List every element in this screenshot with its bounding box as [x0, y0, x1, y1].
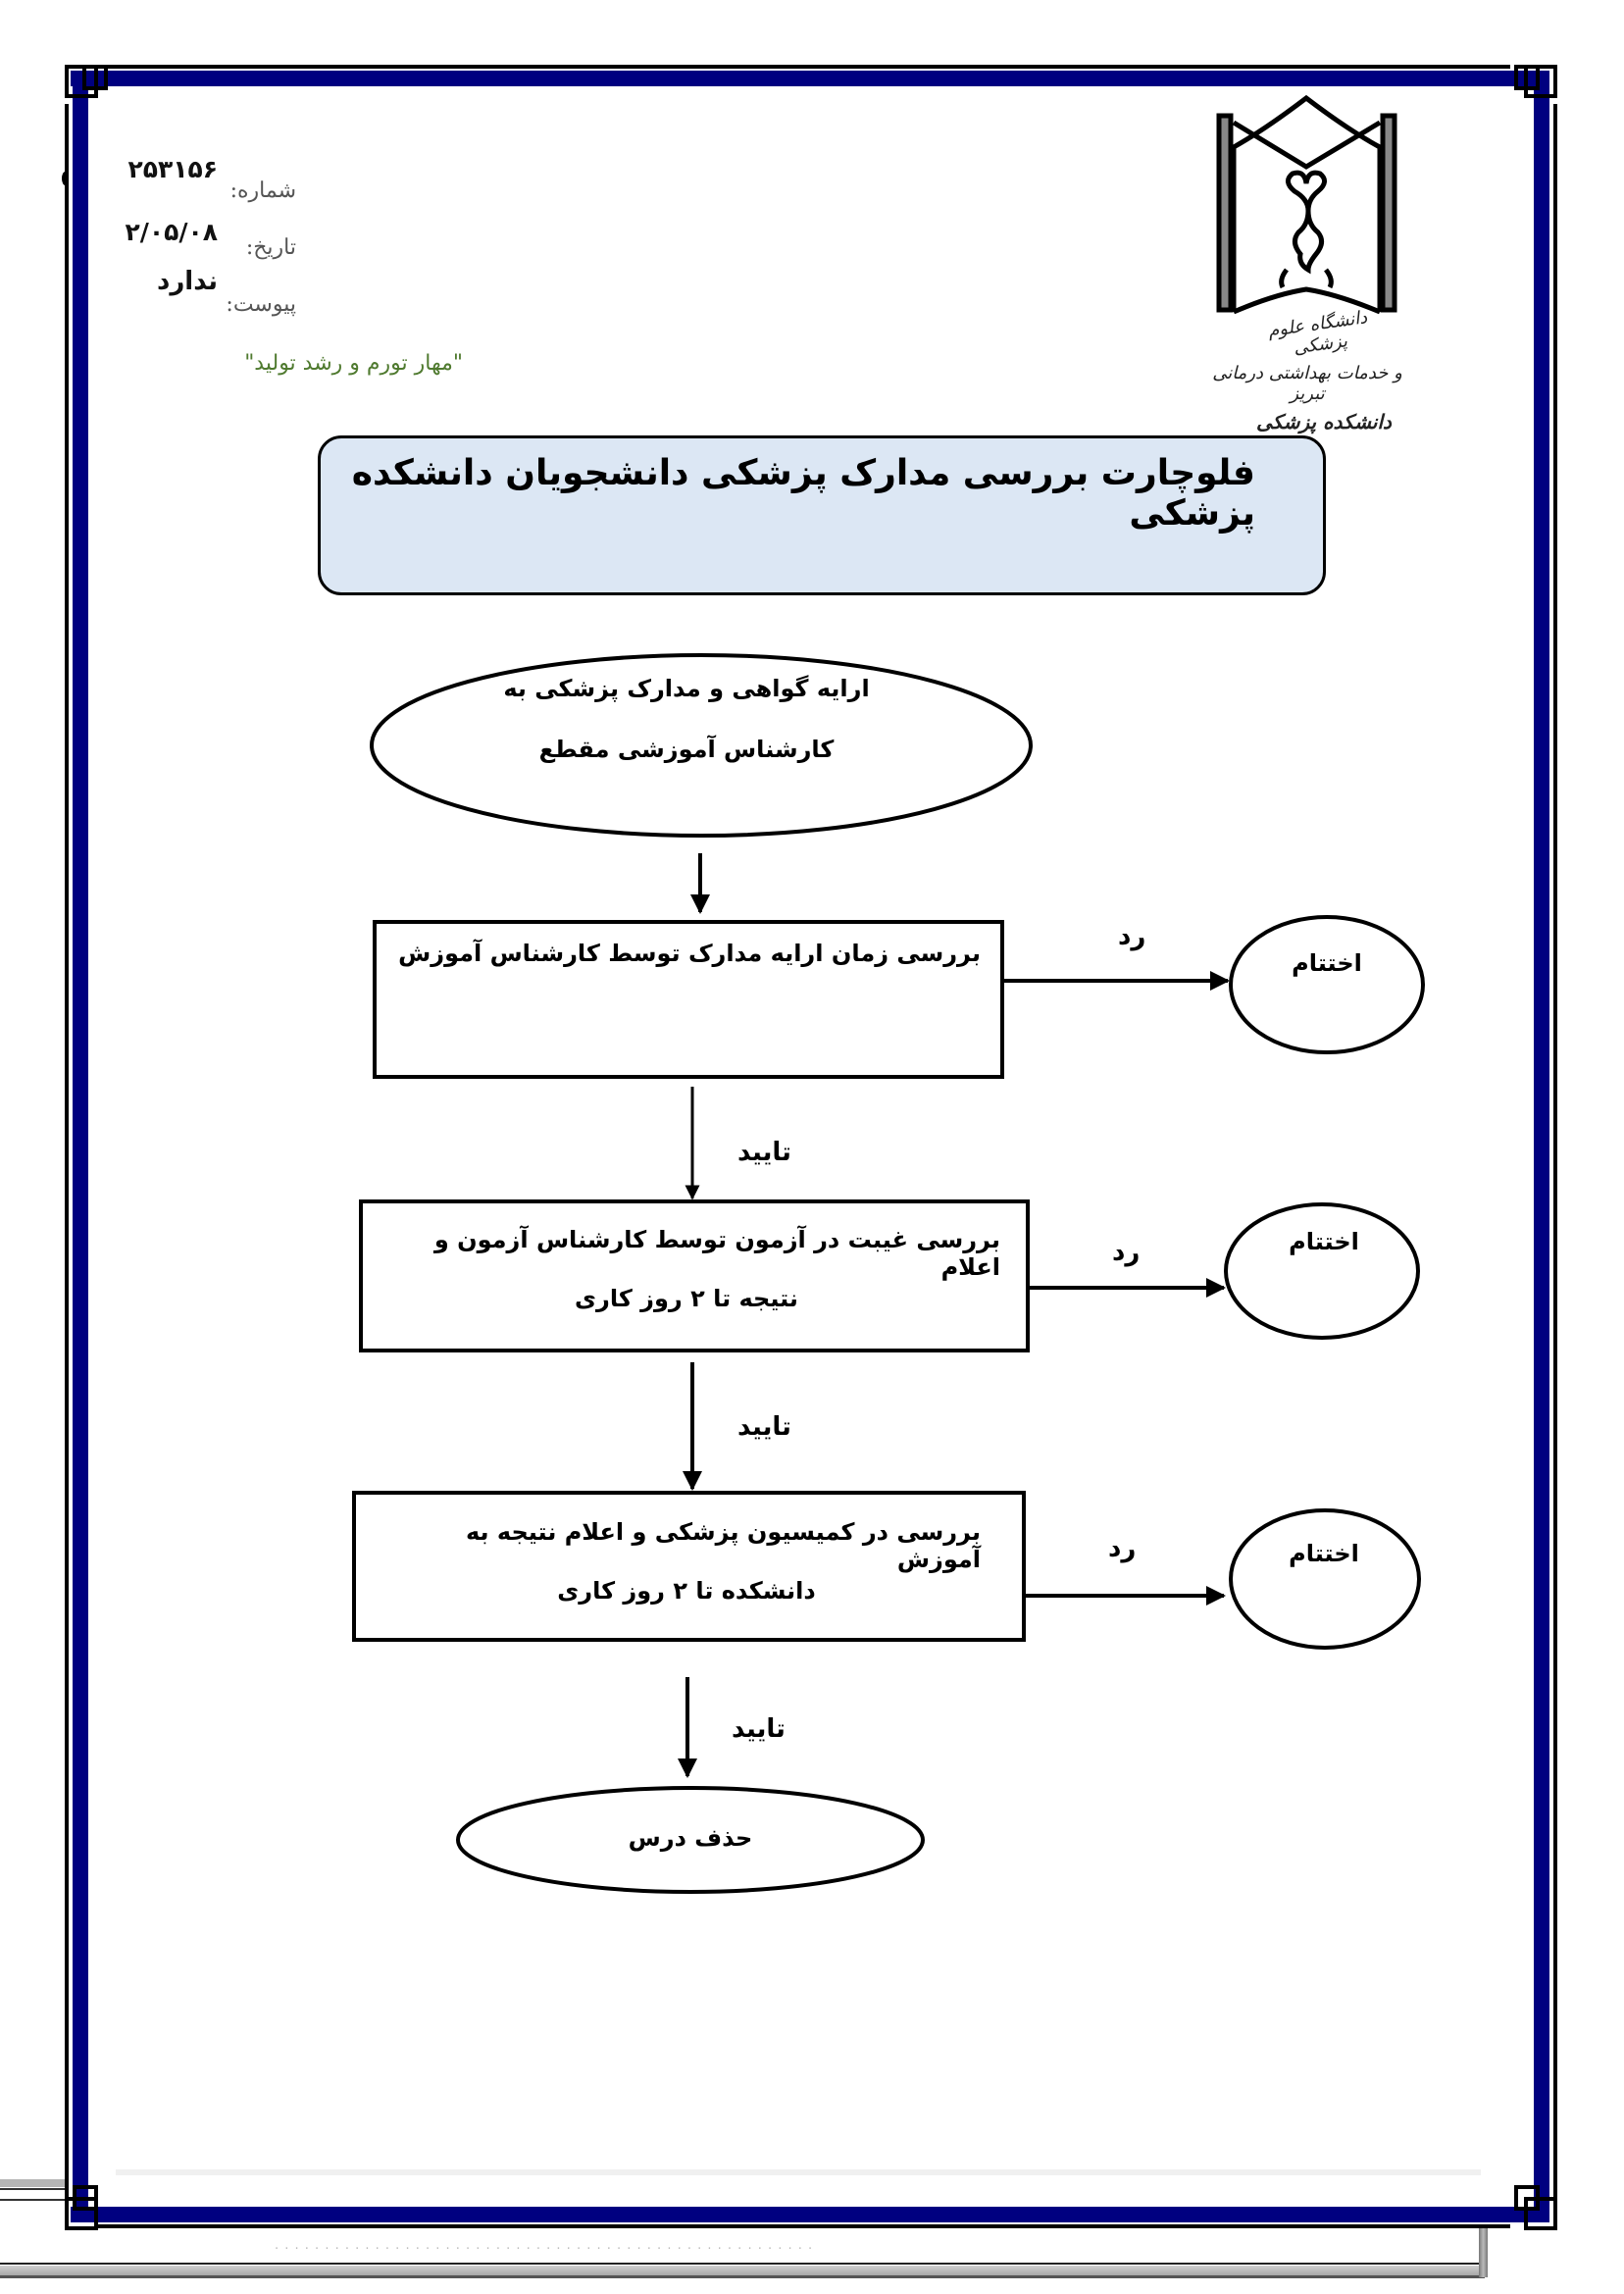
letter-date-value: ۲/۰۵/۰۸ [125, 218, 218, 246]
step1-reject-label: رد [1118, 922, 1146, 951]
page-title: فلوچارت بررسی مدارک پزشکی دانشجویان دانشکده پزشکی [351, 453, 1255, 534]
final-node-label: حذف درس [628, 1824, 753, 1852]
step2-reject-label: رد [1112, 1238, 1141, 1267]
step2-end-label: اختتام [1289, 1228, 1359, 1255]
footer-faint-text: . . . . . . . . . . . . . . . . . . . . . . . . . . . . . . . . . . . . . . . . . . . . . . . . . . . . . . [275, 2238, 814, 2253]
step3-reject-label: رد [1108, 1534, 1137, 1563]
step2-end-shape [1226, 1204, 1418, 1338]
attachment-label: پیوست: [226, 292, 296, 317]
step3-approve-label: تایید [732, 1714, 786, 1744]
start-node-line1: ارایه گواهی و مدارک پزشکی به [503, 675, 870, 702]
step3-line1: بررسی در کمیسیون پزشکی و اعلام نتیجه به آموزش [465, 1518, 981, 1573]
letter-date-label: تاریخ: [245, 235, 296, 260]
attachment-value: ندارد [156, 267, 218, 296]
logo-text-line1: دانشگاه علوم پزشکی [1266, 307, 1369, 359]
letter-number-value: ۲۵۳۱۵۶ [127, 155, 218, 183]
step1-end-shape [1231, 917, 1423, 1052]
step1-line1: بررسی زمان ارایه مدارک توسط کارشناس آموزش [398, 940, 981, 967]
step2-approve-label: تایید [737, 1412, 791, 1442]
step1-approve-label: تایید [737, 1138, 791, 1167]
step3-line2: دانشکده تا ۲ روز کاری [557, 1577, 816, 1605]
start-node-line2: کارشناس آموزشی مقطع [538, 736, 835, 763]
step1-end-label: اختتام [1292, 949, 1362, 977]
step2-line1: بررسی غیبت در آزمون توسط کارشناس آزمون و اعلام [433, 1226, 1000, 1281]
step3-end-label: اختتام [1289, 1540, 1359, 1567]
step2-line2: نتیجه تا ۲ روز کاری [575, 1285, 798, 1312]
step3-end-shape [1231, 1510, 1419, 1648]
slogan-text: "مهار تورم و رشد تولید" [244, 351, 463, 376]
logo-text-line3: دانشکده پزشکی [1256, 410, 1392, 433]
letter-number-label: شماره: [229, 178, 296, 203]
logo-text-line2: و خدمات بهداشتی درمانی تبریز [1212, 363, 1402, 404]
